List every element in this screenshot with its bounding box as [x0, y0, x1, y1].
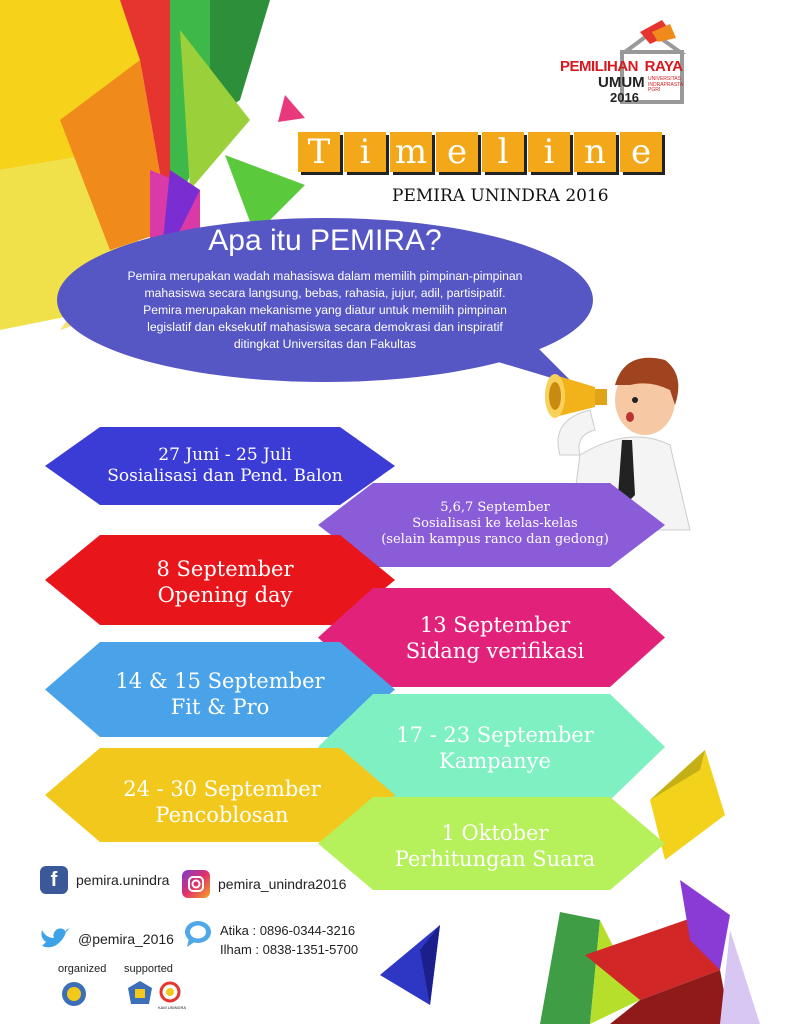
title-letter: e: [620, 132, 662, 172]
timeline-item-4: [345, 598, 645, 678]
timeline-event: Pencoblosan: [155, 803, 289, 827]
timeline-event: Kampanye: [439, 749, 551, 773]
timeline-date: 27 Juni - 25 Juli: [158, 444, 292, 465]
subtitle: PEMIRA UNINDRA 2016: [392, 186, 609, 206]
instagram-icon: [182, 870, 210, 898]
timeline-event: Fit & Pro: [170, 695, 270, 719]
timeline-date: 5,6,7 September: [440, 499, 550, 515]
timeline-date: 1 Oktober: [441, 820, 549, 845]
title-letter: T: [298, 132, 340, 172]
title-letter: n: [574, 132, 616, 172]
timeline-item-7: [72, 762, 372, 842]
logo-word-umum: UMUM: [598, 74, 645, 91]
twitter-handle: @pemira_2016: [78, 931, 174, 947]
timeline-item-6: [345, 708, 645, 788]
chat-bubble-icon: [183, 920, 213, 948]
title-letter: l: [482, 132, 524, 172]
timeline-date: 24 - 30 September: [123, 776, 321, 801]
facebook-handle: pemira.unindra: [76, 872, 170, 888]
organized-label: organized: [58, 963, 107, 975]
twitter-icon: [40, 926, 70, 952]
twitter-link[interactable]: [40, 926, 174, 952]
timeline-date: 17 - 23 September: [396, 722, 594, 747]
contact-atika: Atika : 0896-0344-3216: [220, 923, 356, 938]
timeline-event: Opening day: [157, 583, 293, 607]
timeline-note: (selain kampus ranco dan gedong): [381, 532, 609, 548]
bubble-heading: Apa itu PEMIRA?: [208, 224, 442, 257]
timeline-event: Sidang verifikasi: [405, 639, 585, 663]
bubble-line: Pemira merupakan mekanisme yang diatur untuk memilih pimpinan: [143, 303, 507, 317]
kam-logo-icon: [158, 980, 182, 1004]
facebook-icon: f: [40, 866, 68, 894]
title-letter: i: [528, 132, 570, 172]
timeline-date: 14 & 15 September: [115, 668, 325, 693]
supported-label: supported: [124, 963, 173, 975]
timeline-event: Sosialisasi dan Pend. Balon: [107, 466, 343, 486]
timeline-item-2: [350, 486, 640, 562]
timeline-item-8: [345, 806, 645, 886]
instagram-link[interactable]: [182, 870, 346, 898]
timeline-date: 13 September: [419, 612, 571, 637]
bubble-line: mahasiswa secara langsung, bebas, rahasia, jujur, adil, partisipatif.: [144, 286, 506, 300]
organizer-logo-icon: [60, 980, 88, 1008]
timeline-date: 8 September: [156, 556, 294, 581]
timeline-event: Sosialisasi ke kelas-kelas: [412, 515, 578, 531]
title-letter: e: [436, 132, 478, 172]
logo-word-pemilihan: PEMILIHAN: [560, 58, 638, 75]
bubble-line: ditingkat Universitas dan Fakultas: [233, 337, 417, 351]
title-letter: m: [390, 132, 432, 172]
contact-ilham: Ilham : 0838-1351-5700: [220, 942, 359, 957]
contact-block: [220, 921, 358, 959]
timeline-item-3: [80, 542, 370, 622]
logo-year: 2016: [610, 90, 639, 105]
logo-word-raya: RAYA: [644, 58, 683, 75]
timeline-event: Perhitungan Suara: [394, 847, 596, 871]
kam-logo-text: KAM UNINDRA: [158, 1005, 187, 1010]
instagram-handle: pemira_unindra2016: [218, 876, 347, 892]
timeline-item-1: [80, 432, 370, 500]
supporter-logo-icon: [127, 980, 153, 1006]
logo-university: UNIVERSITAS INDRAPRASTA PGRI: [648, 76, 683, 93]
bubble-line: Pemira merupakan wadah mahasiswa dalam memilih pimpinan-pimpinan: [127, 269, 523, 283]
timeline-item-5: [70, 654, 370, 734]
bubble-line: legislatif dan eksekutif mahasiswa secara demokrasi dan inspiratif: [147, 320, 503, 334]
title-letter: i: [344, 132, 386, 172]
facebook-link[interactable]: [40, 866, 169, 894]
